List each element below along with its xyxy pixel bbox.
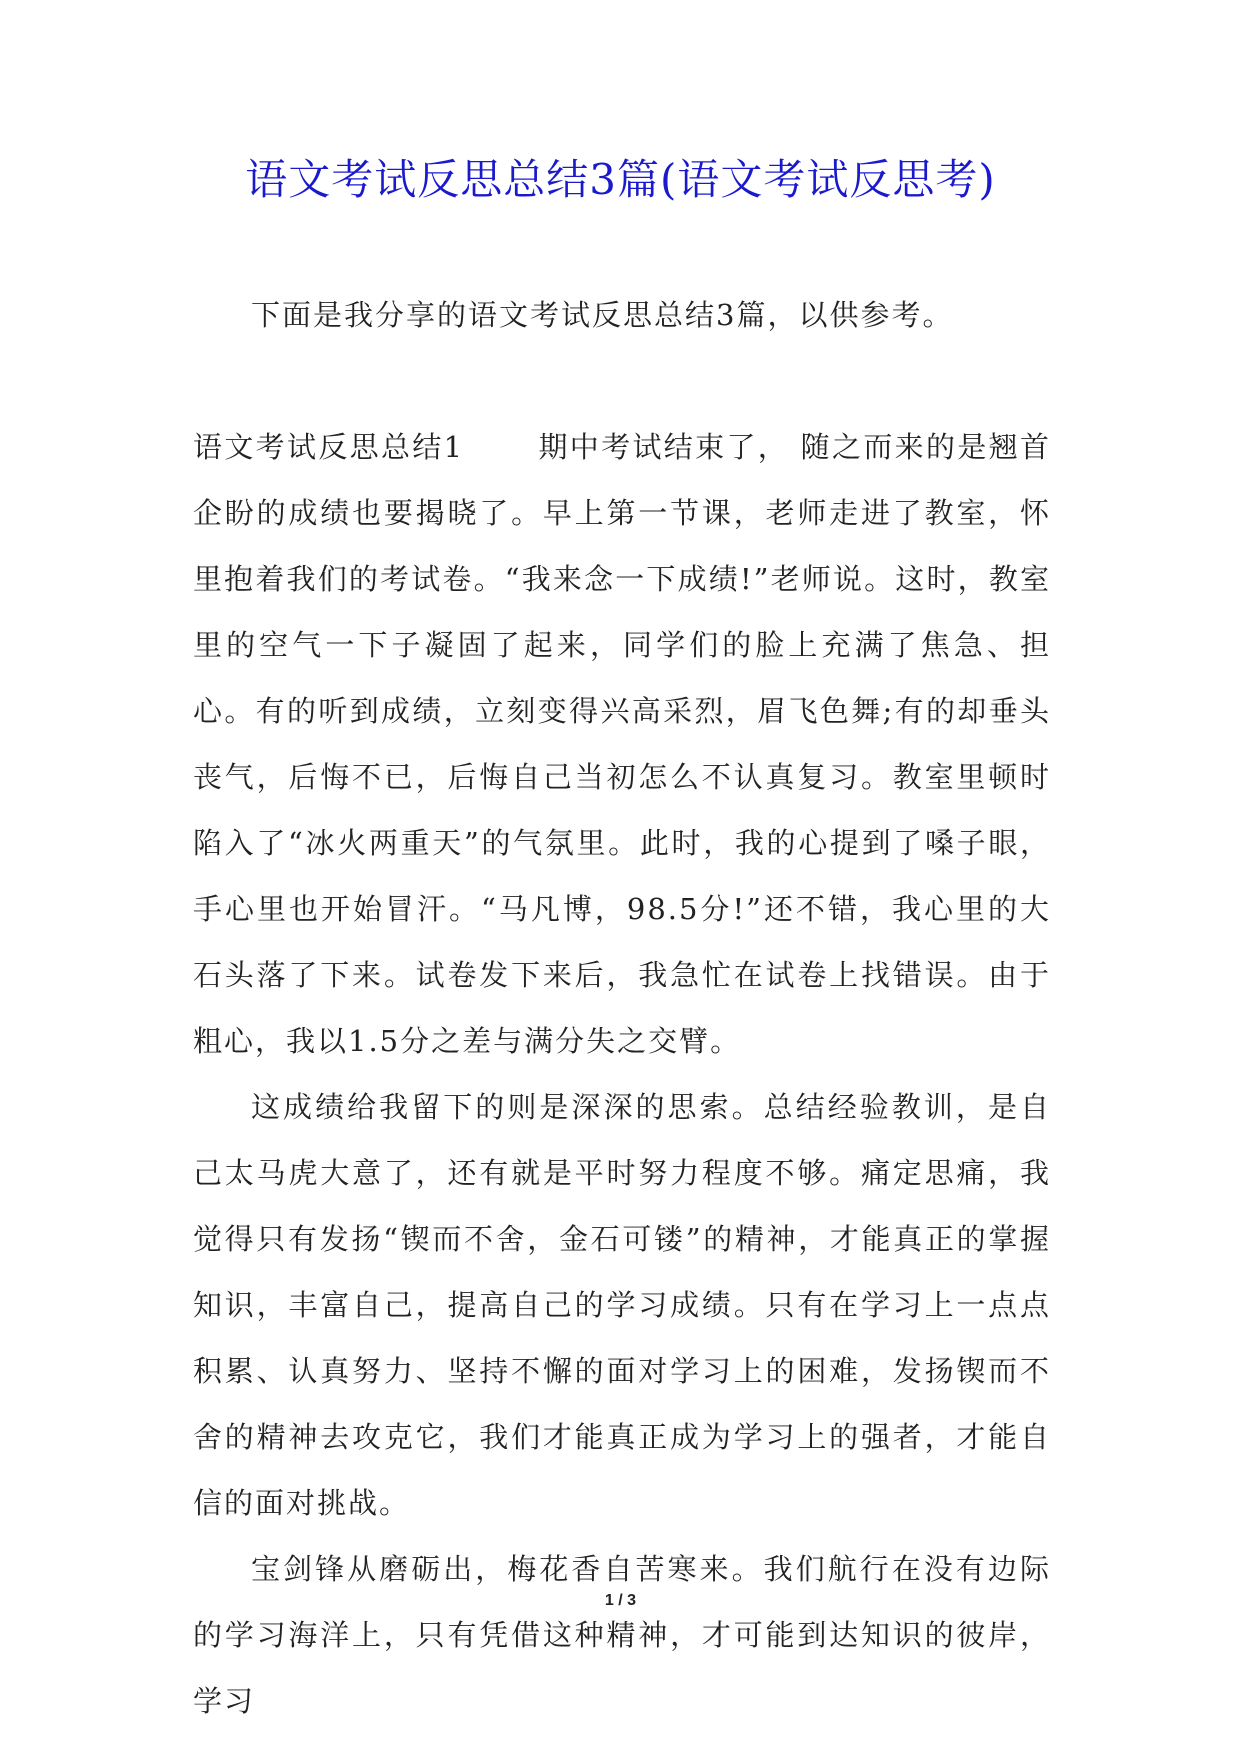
paragraph-1 (193, 414, 1051, 1074)
document-title: 语文考试反思总结3篇(语文考试反思考) (245, 155, 996, 204)
paragraph-1-text: 期中考试结束了， 随之而来的是翘首企盼的成绩也要揭晓了。早上第一节课，老师走进了教室，怀里抱着我们的考试卷。“我来念一下成绩!”老师说。这时，教室里的空气一下子凝固了起来，同学们的脸上充满了焦急、担心。有的听到成绩，立刻变得兴高采烈，眉飞色舞;有的却垂头丧气，后悔不已，后悔自己当初怎么不认真复习。教室里顿时陷入了“冰火两重天”的气氛里。此时，我的心提到了嗓子眼，手心里也开始冒汗。“马凡博，98.5分!”还不错，我心里的大石头落了下来。试卷发下来后，我急忙在试卷上找错误。由于粗心，我以1.5分之差与满分失之交臂。 (193, 430, 1051, 1058)
page-number: 1 / 3 (604, 1592, 637, 1609)
intro-paragraph: 下面是我分享的语文考试反思总结3篇，以供参考。 (251, 298, 954, 332)
paragraph-3: 宝剑锋从磨砺出，梅花香自苦寒来。我们航行在没有边际的学习海洋上，只有凭借这种精神，才可能到达知识的彼岸，学习 (193, 1552, 1051, 1718)
paragraph-2: 这成绩给我留下的则是深深的思索。总结经验教训，是自己太马虎大意了，还有就是平时努力程度不够。痛定思痛，我觉得只有发扬“锲而不舍，金石可镂”的精神，才能真正的掌握知识，丰富自己，提高自己的学习成绩。只有在学习上一点点积累、认真努力、坚持不懈的面对学习上的困难，发扬锲而不舍的精神去攻克它，我们才能真正成为学习上的强者，才能自信的面对挑战。 (193, 1090, 1051, 1520)
section-label: 语文考试反思总结1 (193, 430, 465, 464)
main-content (193, 414, 1051, 1734)
